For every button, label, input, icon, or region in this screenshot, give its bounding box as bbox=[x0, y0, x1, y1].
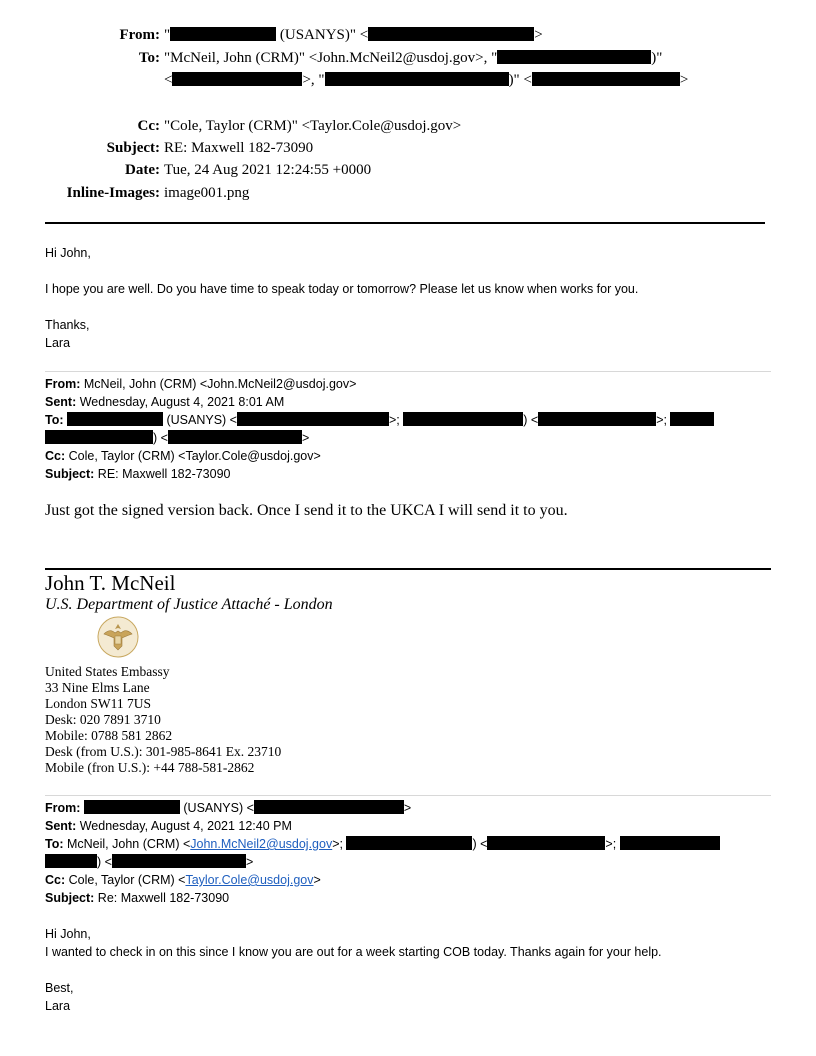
redaction-box bbox=[403, 412, 523, 426]
header-from-value: " (USANYS)" < > bbox=[164, 27, 543, 43]
phone-desk: Desk: 020 7891 3710 bbox=[45, 712, 161, 727]
message-1-body: I hope you are well. Do you have time to speak today or tomorrow? Please let us know when works for you. bbox=[45, 282, 639, 296]
redaction-box bbox=[487, 836, 605, 850]
redaction-box bbox=[532, 72, 680, 86]
message-2-subject: Subject: RE: Maxwell 182-73090 bbox=[45, 467, 231, 481]
message-2-cc: Cc: Cole, Taylor (CRM) <Taylor.Cole@usdoj.gov> bbox=[45, 449, 321, 463]
message-3-body: I wanted to check in on this since I know you are out for a week starting COB today. Thanks again for your help. bbox=[45, 945, 662, 959]
header-subject-label: Subject: bbox=[106, 140, 160, 156]
header-to-value-line2: < >, " )" < > bbox=[164, 72, 689, 88]
message-3-sent: Sent: Wednesday, August 4, 2021 12:40 PM bbox=[45, 819, 292, 833]
signature-divider bbox=[45, 568, 771, 570]
message-3-greeting: Hi John, bbox=[45, 927, 91, 941]
address-line: London SW11 7US bbox=[45, 696, 152, 711]
redaction-box bbox=[237, 412, 389, 426]
redaction-box bbox=[538, 412, 656, 426]
message-2-to-line2: ) < > bbox=[45, 429, 309, 447]
header-divider bbox=[45, 222, 765, 224]
message-2-from: From: McNeil, John (CRM) <John.McNeil2@usdoj.gov> bbox=[45, 377, 357, 391]
header-inline-images-label: Inline-Images: bbox=[66, 185, 160, 201]
redaction-box bbox=[84, 800, 180, 814]
phone-desk-us: Desk (from U.S.): 301-985-8641 Ex. 23710 bbox=[45, 744, 282, 759]
redaction-box bbox=[45, 430, 153, 444]
redaction-box bbox=[497, 50, 651, 64]
message-2-to: To: (USANYS) < >; ) < >; bbox=[45, 411, 714, 429]
redaction-box bbox=[670, 412, 714, 426]
signature-name: John T. McNeil bbox=[45, 571, 176, 595]
header-to-value: "McNeil, John (CRM)" <John.McNeil2@usdoj.gov>, " )" bbox=[164, 50, 663, 66]
message-1-greeting: Hi John, bbox=[45, 246, 91, 260]
message-3-to: To: McNeil, John (CRM) <John.McNeil2@usdoj.gov>; ) < >; bbox=[45, 835, 720, 853]
header-date-label: Date: bbox=[125, 162, 160, 178]
us-great-seal-icon bbox=[97, 616, 139, 658]
phone-mobile: Mobile: 0788 581 2862 bbox=[45, 728, 173, 743]
message-2-body: Just got the signed version back. Once I send it to the UKCA I will send it to you. bbox=[45, 502, 568, 519]
email-link-taylor-cole[interactable]: Taylor.Cole@usdoj.gov bbox=[185, 873, 314, 887]
redaction-box bbox=[45, 854, 97, 868]
message-3-cc: Cc: Cole, Taylor (CRM) <Taylor.Cole@usdoj.gov> bbox=[45, 873, 321, 887]
redaction-box bbox=[620, 836, 720, 850]
redaction-box bbox=[325, 72, 509, 86]
message-3-subject: Subject: Re: Maxwell 182-73090 bbox=[45, 891, 230, 905]
redaction-box bbox=[67, 412, 163, 426]
redaction-box bbox=[170, 27, 276, 41]
message-3-to-line2: ) < > bbox=[45, 853, 253, 871]
header-cc-label: Cc: bbox=[137, 118, 160, 134]
email-link-john-mcneil[interactable]: John.McNeil2@usdoj.gov bbox=[190, 837, 333, 851]
address-line: 33 Nine Elms Lane bbox=[45, 680, 150, 695]
message-3-sender: Lara bbox=[45, 999, 71, 1013]
message-2-sent: Sent: Wednesday, August 4, 2021 8:01 AM bbox=[45, 395, 285, 409]
header-from-label: From: bbox=[119, 27, 160, 43]
redaction-box bbox=[368, 27, 534, 41]
phone-mobile-us: Mobile (fron U.S.): +44 788-581-2862 bbox=[45, 760, 255, 775]
redaction-box bbox=[254, 800, 404, 814]
header-date-value: Tue, 24 Aug 2021 12:24:55 +0000 bbox=[164, 162, 372, 178]
redaction-box bbox=[112, 854, 246, 868]
header-inline-images-value: image001.png bbox=[164, 185, 250, 201]
message-divider bbox=[45, 371, 771, 372]
address-line: United States Embassy bbox=[45, 664, 170, 679]
signature-title: U.S. Department of Justice Attaché - London bbox=[45, 596, 333, 613]
redaction-box bbox=[172, 72, 302, 86]
redaction-box bbox=[168, 430, 302, 444]
message-1-closing: Thanks, bbox=[45, 318, 90, 332]
message-3-closing: Best, bbox=[45, 981, 74, 995]
header-cc-value: "Cole, Taylor (CRM)" <Taylor.Cole@usdoj.gov> bbox=[164, 118, 462, 134]
header-to-label: To: bbox=[138, 50, 160, 66]
message-divider bbox=[45, 795, 771, 796]
message-1-sender: Lara bbox=[45, 336, 71, 350]
message-3-from: From: (USANYS) < > bbox=[45, 801, 412, 815]
redaction-box bbox=[346, 836, 472, 850]
header-subject-value: RE: Maxwell 182-73090 bbox=[164, 140, 314, 156]
